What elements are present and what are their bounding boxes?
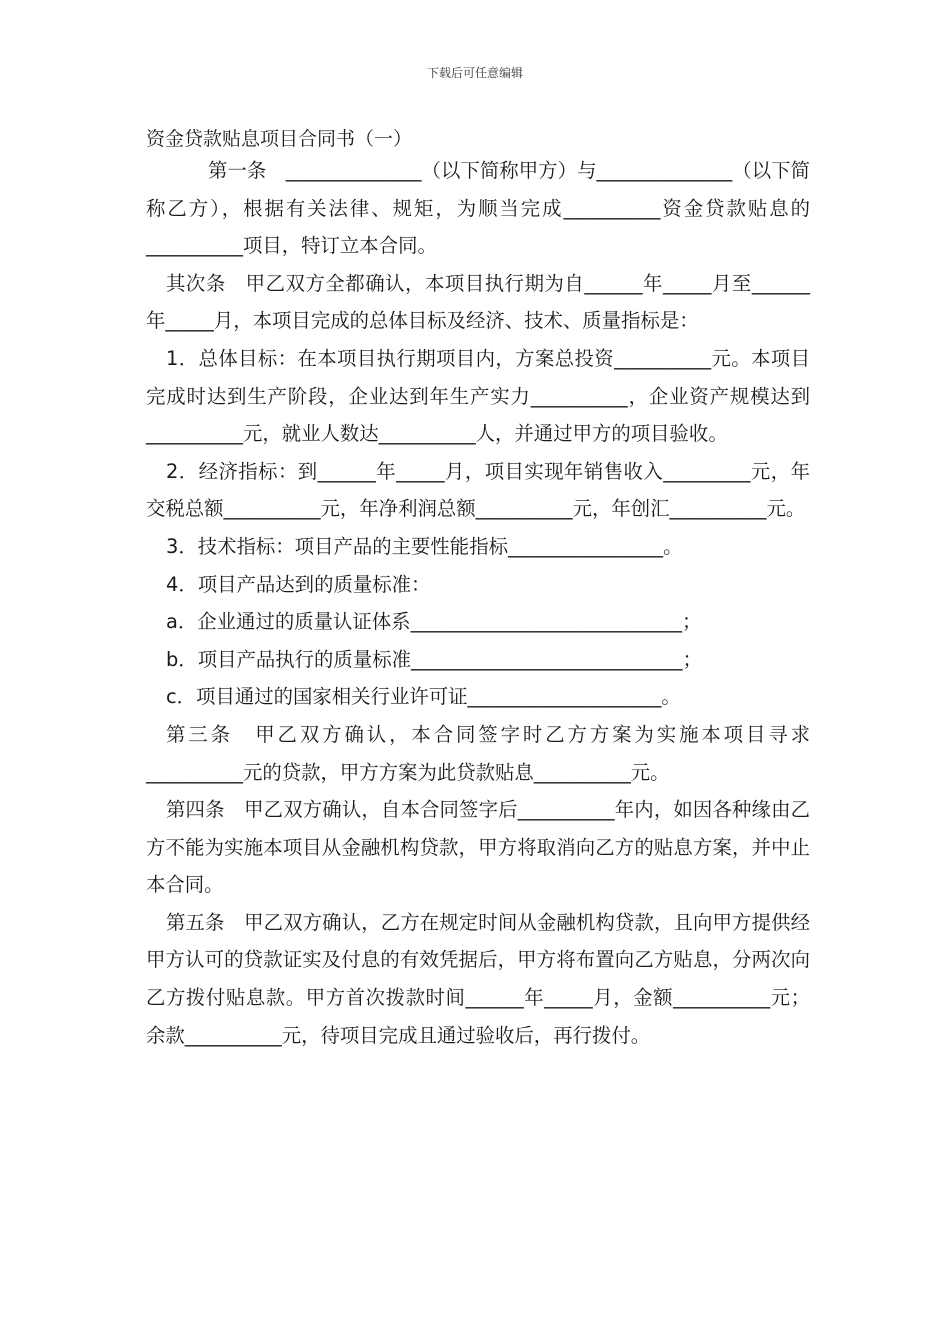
article-4: 第四条 甲乙双方确认，自本合同签字后__________年内，如因各种缘由乙方不能为实施本项目从金融机构贷款，甲方将取消向乙方的贴息方案，并中止本合同。 xyxy=(146,798,810,897)
article-2: 其次条 甲乙双方全都确认，本项目执行期为自______年_____月至______年_____月，本项目完成的总体目标及经济、技术、质量指标是： xyxy=(146,271,810,333)
sub-item-a: a．企业通过的质量认证体系____________________________； xyxy=(166,610,702,634)
sub-item-b: b．项目产品执行的质量标准____________________________； xyxy=(166,647,702,671)
document-title: 资金贷款贴息项目合同书（一） xyxy=(146,128,413,150)
contract-body xyxy=(146,152,810,1054)
item-technical-indicators: 3．技术指标：项目产品的主要性能指标________________。 xyxy=(166,534,683,558)
sub-item-c: c．项目通过的国家相关行业许可证____________________。 xyxy=(166,685,681,709)
article-3: 第三条 甲乙双方确认，本合同签字时乙方方案为实施本项目寻求__________元的贷款，甲方方案为此贷款贴息__________元。 xyxy=(146,722,810,784)
item-economic-indicators: 2．经济指标：到______年_____月，项目实现年销售收入_________元，年交税总额__________元，年净利润总额__________元，年创汇__________元。 xyxy=(146,459,810,521)
article-5: 第五条 甲乙双方确认，乙方在规定时间从金融机构贷款，且向甲方提供经甲方认可的贷款证实及付息的有效凭据后，甲方将布置向乙方贴息，分两次向乙方拨付贴息款。甲方首次拨款时间______年_____月，金额__________元；余款__________元，待项目完成且通过验收后，再行拨付。 xyxy=(146,910,810,1047)
page-header: 下载后可任意编辑 xyxy=(426,66,523,80)
article-1: 第一条 ______________（以下简称甲方）与______________（以下简称乙方），根据有关法律、规矩，为顺当完成__________资金贷款贴息的__________项目，特订立本合同。 xyxy=(146,159,810,258)
item-quality-standards: 4．项目产品达到的质量标准： xyxy=(166,572,431,596)
item-overall-goal: 1．总体目标：在本项目执行期项目内，方案总投资__________元。本项目完成时达到生产阶段，企业达到年生产实力__________，企业资产规模达到__________元，就业人数达__________人，并通过甲方的项目验收。 xyxy=(146,346,810,446)
